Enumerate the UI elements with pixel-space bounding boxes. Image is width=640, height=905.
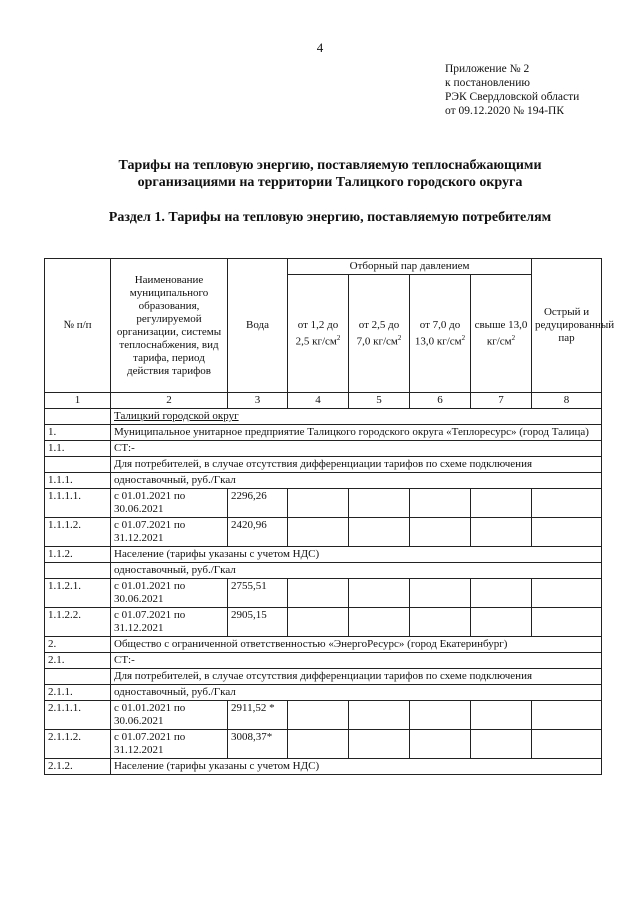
empty-cell — [410, 701, 471, 730]
table-body — [45, 409, 602, 775]
table-row — [45, 425, 602, 441]
annex-line: Приложение № 2 — [445, 63, 530, 75]
table-row — [45, 547, 602, 563]
empty-cell — [288, 518, 349, 547]
row-number-cell: 1.1.1.2. — [45, 518, 111, 547]
row-number-cell: 2.1.1. — [45, 685, 111, 701]
empty-cell — [288, 730, 349, 759]
row-description: Общество с ограниченной ответственностью «ЭнергоРесурс» (город Екатеринбург) — [111, 637, 602, 653]
empty-cell — [471, 730, 532, 759]
water-tariff-value: 3008,37* — [228, 730, 288, 759]
row-number-cell: 2.1.2. — [45, 759, 111, 775]
table-row — [45, 473, 602, 489]
table-row — [45, 563, 602, 579]
period-cell: с 01.01.2021 по 30.06.2021 — [111, 489, 228, 518]
table-row — [45, 518, 602, 547]
empty-cell — [471, 489, 532, 518]
annex-line: РЭК Свердловской области — [445, 91, 580, 103]
period-cell: с 01.07.2021 по 31.12.2021 — [111, 730, 228, 759]
empty-cell — [532, 579, 602, 608]
row-description: Население (тарифы указаны с учетом НДС) — [111, 759, 602, 775]
section-title: Раздел 1. Тарифы на тепловую энергию, поставляемую потребителям — [108, 210, 552, 225]
page-number: 4 — [316, 40, 324, 55]
empty-cell — [471, 518, 532, 547]
row-number-cell — [45, 669, 111, 685]
row-description: одноставочный, руб./Гкал — [111, 685, 602, 701]
row-description: СТ:- — [111, 653, 602, 669]
row-number-cell: 2. — [45, 637, 111, 653]
tariff-table — [44, 258, 615, 775]
table-row — [45, 701, 602, 730]
row-number-cell — [45, 563, 111, 579]
header-steam-group: Отборный пар давлением — [288, 259, 532, 275]
empty-cell — [410, 730, 471, 759]
table-row — [45, 441, 602, 457]
empty-cell — [410, 518, 471, 547]
col-number: 5 — [349, 393, 410, 409]
col-number: 8 — [532, 393, 602, 409]
empty-cell — [349, 701, 410, 730]
empty-cell — [410, 579, 471, 608]
empty-cell — [288, 701, 349, 730]
row-description: Для потребителей, в случае отсутствия дифференциации тарифов по схеме подключения — [111, 457, 602, 473]
table-row — [45, 653, 602, 669]
water-tariff-value: 2420,96 — [228, 518, 288, 547]
period-cell: с 01.01.2021 по 30.06.2021 — [111, 579, 228, 608]
table-row — [45, 457, 602, 473]
table-row — [45, 685, 602, 701]
period-cell: с 01.01.2021 по 30.06.2021 — [111, 701, 228, 730]
empty-cell — [532, 608, 602, 637]
header-sharp-steam: Острый и редуцированный пар — [532, 259, 602, 393]
header-steam-2: от 2,5 до 7,0 $кг/см^2$ — [349, 275, 410, 393]
row-description: одноставочный, руб./Гкал — [111, 563, 602, 579]
row-number-cell: 1.1.2.1. — [45, 579, 111, 608]
col-number: 1 — [45, 393, 111, 409]
table-row — [45, 730, 602, 759]
row-description: Население (тарифы указаны с учетом НДС) — [111, 547, 602, 563]
header-steam-4: свыше 13,0 $кг/см^2$ — [471, 275, 532, 393]
water-tariff-value: 2755,51 — [228, 579, 288, 608]
col-number: 2 — [111, 393, 228, 409]
empty-cell — [288, 579, 349, 608]
row-description: одноставочный, руб./Гкал — [111, 473, 602, 489]
title-line: организациями на территории Талицкого городского округа — [137, 175, 523, 190]
row-number-cell — [45, 457, 111, 473]
row-number-cell: 1.1. — [45, 441, 111, 457]
empty-cell — [349, 579, 410, 608]
empty-cell — [532, 489, 602, 518]
table-row — [45, 759, 602, 775]
header-num: № п/п — [45, 259, 111, 393]
empty-cell — [349, 489, 410, 518]
empty-cell — [532, 518, 602, 547]
empty-cell — [471, 608, 532, 637]
empty-cell — [532, 701, 602, 730]
row-number-cell: 1.1.2. — [45, 547, 111, 563]
header-water: Вода — [228, 259, 288, 393]
header-steam-1: от 1,2 до 2,5 $кг/см^2$ — [288, 275, 349, 393]
col-number: 3 — [228, 393, 288, 409]
water-tariff-value: 2905,15 — [228, 608, 288, 637]
empty-cell — [471, 701, 532, 730]
row-number-cell: 2.1.1.1. — [45, 701, 111, 730]
row-description: Муниципальное унитарное предприятие Талицкого городского округа «Теплоресурс» (город Талица) — [111, 425, 602, 441]
col-number: 6 — [410, 393, 471, 409]
row-number-cell: 1.1.2.2. — [45, 608, 111, 637]
table-row — [45, 409, 602, 425]
empty-cell — [349, 518, 410, 547]
col-number: 7 — [471, 393, 532, 409]
header-name: Наименование муниципального образования, регулируемой организации, системы теплоснабжения, вид тарифа, период действия тарифов — [111, 259, 228, 393]
col-number: 4 — [288, 393, 349, 409]
row-description: СТ:- — [111, 441, 602, 457]
row-number-cell: 2.1. — [45, 653, 111, 669]
row-number-cell — [45, 409, 111, 425]
empty-cell — [349, 730, 410, 759]
title-line: Тарифы на тепловую энергию, поставляемую теплоснабжающими — [118, 158, 542, 173]
annex-line: к постановлению — [445, 77, 530, 89]
row-number-cell: 1.1.1. — [45, 473, 111, 489]
row-number-cell: 1.1.1.1. — [45, 489, 111, 518]
empty-cell — [349, 608, 410, 637]
water-tariff-value: 2911,52 * — [228, 701, 288, 730]
region-heading: Талицкий городской округ — [111, 409, 602, 425]
water-tariff-value: 2296,26 — [228, 489, 288, 518]
period-cell: с 01.07.2021 по 31.12.2021 — [111, 608, 228, 637]
table-row — [45, 608, 602, 637]
header-steam-3: от 7,0 до 13,0 $кг/см^2$ — [410, 275, 471, 393]
row-description: Для потребителей, в случае отсутствия дифференциации тарифов по схеме подключения — [111, 669, 602, 685]
empty-cell — [410, 489, 471, 518]
empty-cell — [288, 489, 349, 518]
period-cell: с 01.07.2021 по 31.12.2021 — [111, 518, 228, 547]
empty-cell — [410, 608, 471, 637]
row-number-cell: 1. — [45, 425, 111, 441]
table-row — [45, 489, 602, 518]
empty-cell — [471, 579, 532, 608]
table-row — [45, 669, 602, 685]
annex-block — [445, 62, 579, 118]
table-row — [45, 579, 602, 608]
row-number-cell: 2.1.1.2. — [45, 730, 111, 759]
empty-cell — [288, 608, 349, 637]
table-row — [45, 637, 602, 653]
empty-cell — [532, 730, 602, 759]
document-title — [60, 157, 600, 191]
annex-line: от 09.12.2020 № 194-ПК — [445, 105, 565, 117]
